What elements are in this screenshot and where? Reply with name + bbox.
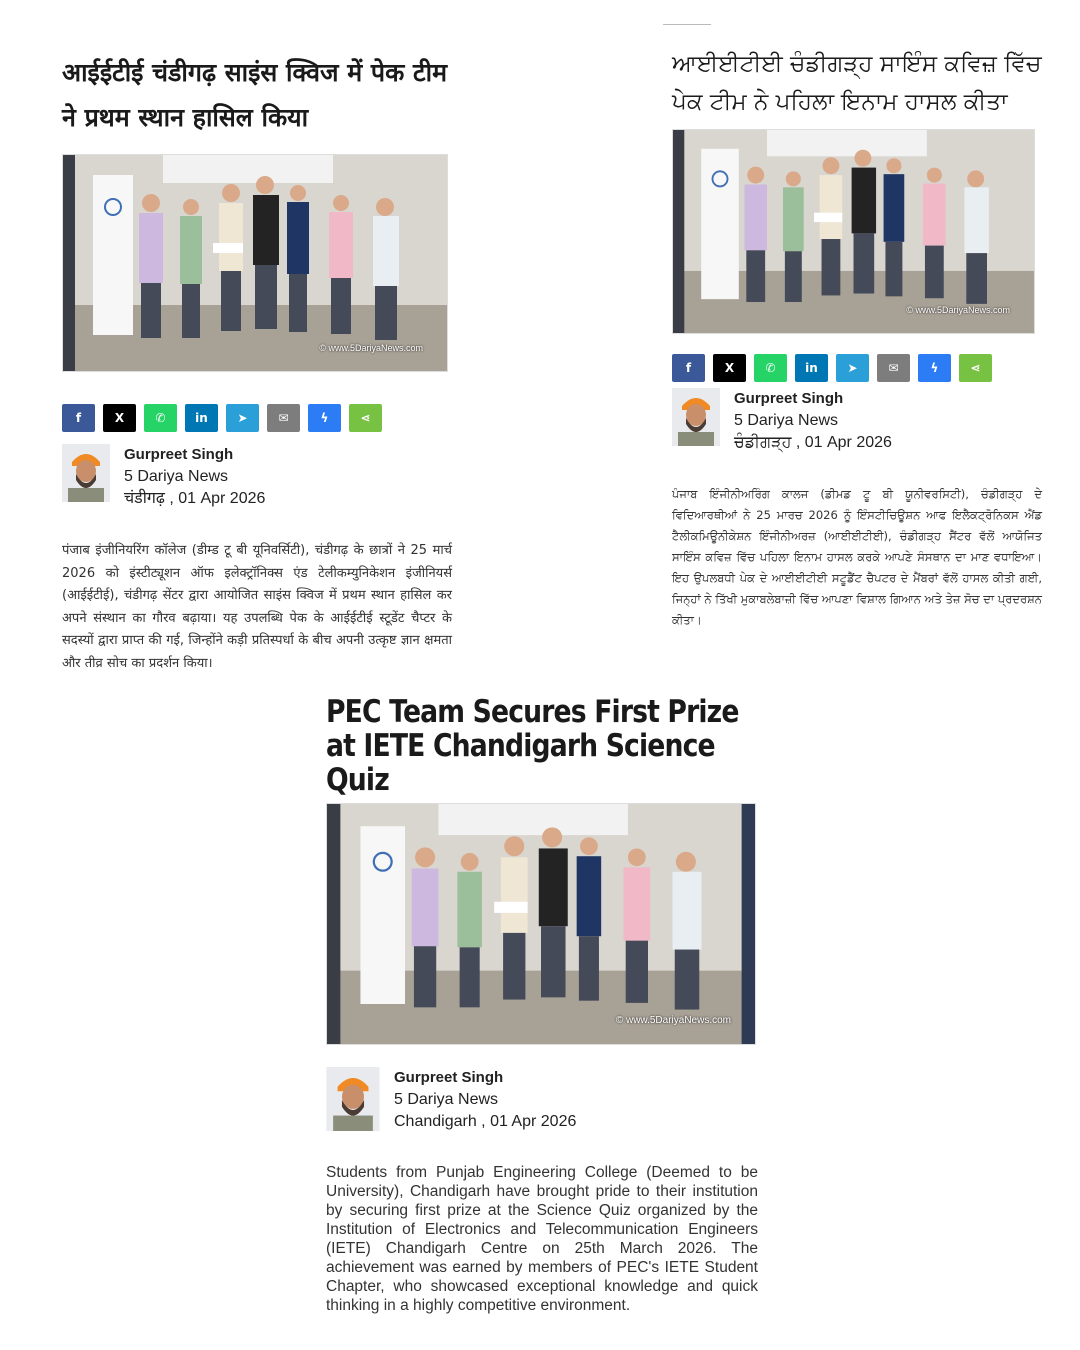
dateline: ਚੰਡੀਗੜ੍ਹ , 01 Apr 2026 bbox=[734, 434, 892, 451]
whatsapp-icon[interactable]: ✆ bbox=[144, 404, 177, 432]
group-photo-illustration bbox=[63, 155, 447, 371]
share-icon[interactable]: ⋖ bbox=[349, 404, 382, 432]
dateline: Chandigarh , 01 Apr 2026 bbox=[394, 1113, 577, 1130]
article-body: ਪੰਜਾਬ ਇੰਜੀਨੀਅਰਿੰਗ ਕਾਲਜ (ਡੀਮਡ ਟੂ ਬੀ ਯੂਨੀਵਰਸਿਟੀ), ਚੰਡੀਗੜ੍ਹ ਦੇ ਵਿਦਿਆਰਥੀਆਂ ਨੇ 25 ਮਾਰਚ 2026 ਨੂੰ ਇੰਸਟੀਚਿਊਸ਼ਨ ਆਫ ਇਲੈਕਟ੍ਰੋਨਿਕਸ ਐਂਡ ਟੈਲੀਕਮਿਊਨੀਕੇਸ਼ਨ ਇੰਜੀਨੀਅਰਜ਼ (ਆਈਈਟੀਈ), ਚੰਡੀਗੜ੍ਹ ਸੈਂਟਰ ਵੱਲੋਂ ਆਯੋਜਿਤ ਸਾਇੰਸ ਕਵਿਜ਼ ਵਿੱਚ ਪਹਿਲਾ ਇਨਾਮ ਹਾਸਲ ਕਰਕੇ ਆਪਣੇ ਸੰਸਥਾਨ ਦਾ ਮਾਣ ਵਧਾਇਆ। ਇਹ ਉਪਲਬਧੀ ਪੇਕ ਦੇ ਆਈਈਟੀਈ ਸਟੂਡੈਂਟ ਚੈਪਟਰ ਦੇ ਮੈਂਬਰਾਂ ਵੱਲੋਂ ਹਾਸਲ ਕੀਤੀ ਗਈ, ਜਿਨ੍ਹਾਂ ਨੇ ਤਿੱਖੀ ਮੁਕਾਬਲੇਬਾਜ਼ੀ ਵਿੱਚ ਆਪਣਾ ਵਿਸ਼ਾਲ ਗਿਆਨ ਅਤੇ ਤੇਜ਼ ਸੋਚ ਦਾ ਪ੍ਰਦਰਸ਼ਨ ਕੀਤਾ। bbox=[672, 487, 1042, 627]
avatar bbox=[62, 444, 110, 502]
outlet-name: 5 Dariya News bbox=[734, 412, 839, 429]
photo-watermark: © www.5DariyaNews.com bbox=[319, 343, 423, 353]
messenger-icon[interactable]: ϟ bbox=[918, 354, 951, 382]
dateline: चंडीगढ़ , 01 Apr 2026 bbox=[124, 490, 266, 507]
email-icon[interactable]: ✉ bbox=[877, 354, 910, 382]
article-body: Students from Punjab Engineering College (Deemed to be University), Chandigarh have brought pride to their institution by securing first prize at the Science Quiz organized by the Institution of Electronics and Telecommunication Engineers (IETE) Chandigarh Centre on 25th March 2026. The achievement was earned by members of PEC's IETE Student Chapter, who showcased exceptional knowledge and quick thinking in a highly competitive environment. bbox=[326, 1164, 758, 1314]
photo-watermark: © www.5DariyaNews.com bbox=[906, 305, 1010, 315]
telegram-icon[interactable]: ➤ bbox=[226, 404, 259, 432]
messenger-icon[interactable]: ϟ bbox=[308, 404, 341, 432]
share-bar bbox=[62, 404, 452, 432]
group-photo-illustration bbox=[673, 130, 1034, 333]
author-name[interactable]: Gurpreet Singh bbox=[394, 1069, 504, 1086]
byline-meta bbox=[394, 1067, 576, 1133]
article-body: पंजाब इंजीनियरिंग कॉलेज (डीम्ड टू बी यूनिवर्सिटी), चंडीगढ़ के छात्रों ने 25 मार्च 2026 को इंस्टीट्यूशन ऑफ इलेक्ट्रॉनिक्स एंड टेलीकम्युनिकेशन इंजीनियर्स (आईईटीई), चंडीगढ़ सेंटर द्वारा आयोजित साइंस क्विज में प्रथम स्थान हासिल कर अपने संस्थान का गौरव बढ़ाया। यह उपलब्धि पेक के आईईटीई स्टूडेंट चैप्टर के सदस्यों द्वारा प्राप्त की गई, जिन्होंने कड़ी प्रतिस्पर्धा के बीच अपनी उत्कृष्ट ज्ञान क्षमता और तीव्र सोच का प्रदर्शन किया। bbox=[62, 543, 452, 671]
author-name[interactable]: Gurpreet Singh bbox=[124, 446, 234, 463]
linkedin-icon[interactable]: in bbox=[795, 354, 828, 382]
headline: ਆਈਈਟੀਈ ਚੰਡੀਗੜ੍ਹ ਸਾਇੰਸ ਕਵਿਜ਼ ਵਿੱਚ ਪੇਕ ਟੀਮ ਨੇ ਪਹਿਲਾ ਇਨਾਮ ਹਾਸਲ ਕੀਤਾ bbox=[672, 51, 1042, 115]
outlet-name: 5 Dariya News bbox=[394, 1091, 499, 1108]
byline-meta bbox=[124, 444, 265, 510]
article-english bbox=[326, 695, 758, 1331]
article-photo[interactable] bbox=[672, 129, 1035, 334]
author-name[interactable]: Gurpreet Singh bbox=[734, 390, 844, 407]
share-bar bbox=[672, 354, 1042, 382]
linkedin-icon[interactable]: in bbox=[185, 404, 218, 432]
headline: आईईटीई चंडीगढ़ साइंस क्विज में पेक टीम ने प्रथम स्थान हासिल किया bbox=[62, 58, 448, 132]
article-photo[interactable] bbox=[62, 154, 448, 372]
article-punjabi bbox=[672, 45, 1042, 643]
x-icon[interactable]: X bbox=[713, 354, 746, 382]
outlet-name: 5 Dariya News bbox=[124, 468, 229, 485]
facebook-icon[interactable]: f bbox=[62, 404, 95, 432]
avatar bbox=[326, 1067, 380, 1131]
group-photo-illustration bbox=[327, 804, 755, 1044]
avatar bbox=[672, 388, 720, 446]
share-icon[interactable]: ⋖ bbox=[959, 354, 992, 382]
byline-meta bbox=[734, 388, 892, 454]
article-hindi bbox=[62, 50, 452, 688]
byline bbox=[62, 444, 452, 510]
facebook-icon[interactable]: f bbox=[672, 354, 705, 382]
email-icon[interactable]: ✉ bbox=[267, 404, 300, 432]
byline bbox=[326, 1067, 758, 1133]
headline: PEC Team Secures First Prize at IETE Chandigarh Science Quiz bbox=[326, 694, 739, 798]
article-photo[interactable] bbox=[326, 803, 756, 1045]
x-icon[interactable]: X bbox=[103, 404, 136, 432]
photo-watermark: © www.5DariyaNews.com bbox=[615, 1015, 731, 1026]
divider bbox=[663, 24, 711, 25]
whatsapp-icon[interactable]: ✆ bbox=[754, 354, 787, 382]
byline bbox=[672, 388, 1042, 454]
telegram-icon[interactable]: ➤ bbox=[836, 354, 869, 382]
